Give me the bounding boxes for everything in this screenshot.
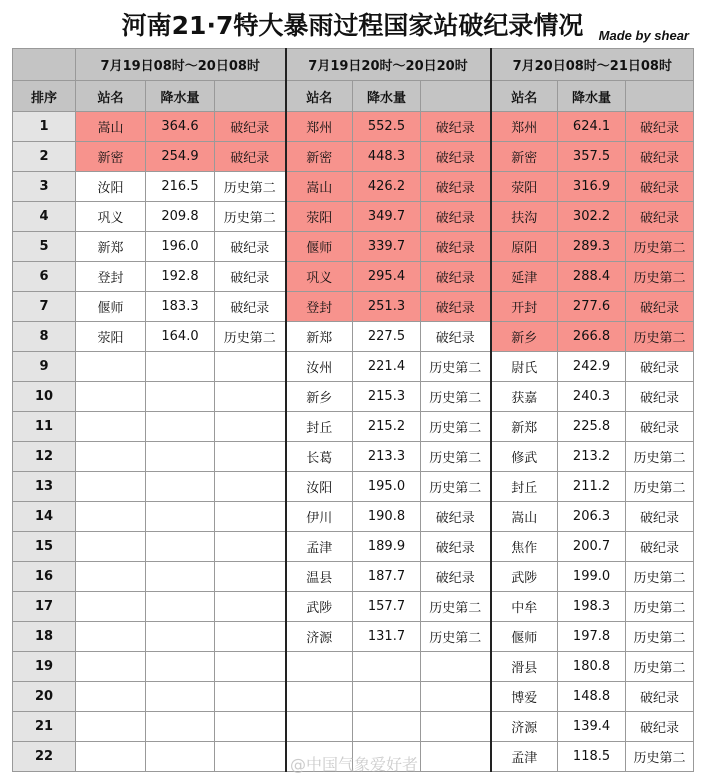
record-status-cell: 破纪录 xyxy=(626,112,694,142)
record-status-cell: 破纪录 xyxy=(215,262,286,292)
rank-cell: 2 xyxy=(13,142,76,172)
rainfall-cell: 157.7 xyxy=(353,592,421,622)
status-header xyxy=(626,81,694,112)
rainfall-cell xyxy=(353,712,421,742)
record-status-cell: 破纪录 xyxy=(421,202,491,232)
rainfall-cell xyxy=(146,682,215,712)
station-cell: 新郑 xyxy=(76,232,146,262)
table-row xyxy=(13,412,694,442)
rank-cell: 18 xyxy=(13,622,76,652)
rank-cell: 19 xyxy=(13,652,76,682)
rank-cell: 6 xyxy=(13,262,76,292)
rainfall-cell: 192.8 xyxy=(146,262,215,292)
rainfall-cell: 148.8 xyxy=(558,682,626,712)
rainfall-cell: 118.5 xyxy=(558,742,626,772)
rainfall-cell: 198.3 xyxy=(558,592,626,622)
table-row xyxy=(13,172,694,202)
record-status-cell: 破纪录 xyxy=(421,232,491,262)
rainfall-cell: 277.6 xyxy=(558,292,626,322)
record-status-cell xyxy=(215,472,286,502)
record-status-cell xyxy=(215,412,286,442)
station-cell xyxy=(76,412,146,442)
record-status-cell xyxy=(215,352,286,382)
rainfall-cell: 195.0 xyxy=(353,472,421,502)
watermark: @中国气象爱好者 xyxy=(290,755,419,774)
station-cell xyxy=(76,502,146,532)
record-status-cell: 破纪录 xyxy=(421,172,491,202)
rainfall-cell xyxy=(146,622,215,652)
station-cell xyxy=(76,682,146,712)
station-cell: 武陟 xyxy=(491,562,558,592)
rainfall-cell: 200.7 xyxy=(558,532,626,562)
station-cell xyxy=(76,592,146,622)
period-header-3: 7月20日08时～21日08时 xyxy=(491,49,694,81)
record-status-cell: 破纪录 xyxy=(421,502,491,532)
record-status-cell xyxy=(215,592,286,622)
station-cell: 汝州 xyxy=(286,352,353,382)
rank-cell: 10 xyxy=(13,382,76,412)
record-status-cell xyxy=(215,712,286,742)
table-row xyxy=(13,442,694,472)
record-status-cell: 破纪录 xyxy=(421,532,491,562)
rainfall-cell: 213.3 xyxy=(353,442,421,472)
station-cell: 巩义 xyxy=(76,202,146,232)
rainfall-cell: 139.4 xyxy=(558,712,626,742)
table-row xyxy=(13,322,694,352)
rainfall-cell xyxy=(146,742,215,772)
rank-cell: 11 xyxy=(13,412,76,442)
rainfall-record-table xyxy=(12,48,694,772)
table-row xyxy=(13,472,694,502)
record-status-cell xyxy=(215,382,286,412)
record-status-cell: 破纪录 xyxy=(421,112,491,142)
rainfall-cell: 206.3 xyxy=(558,502,626,532)
station-cell: 封丘 xyxy=(286,412,353,442)
station-cell: 新郑 xyxy=(491,412,558,442)
rainfall-cell: 209.8 xyxy=(146,202,215,232)
station-cell: 伊川 xyxy=(286,502,353,532)
record-status-cell: 历史第二 xyxy=(215,202,286,232)
record-status-cell: 破纪录 xyxy=(421,142,491,172)
station-cell xyxy=(76,532,146,562)
record-status-cell: 历史第二 xyxy=(421,592,491,622)
station-cell: 焦作 xyxy=(491,532,558,562)
rainfall-cell xyxy=(146,592,215,622)
rank-cell: 4 xyxy=(13,202,76,232)
rainfall-cell: 180.8 xyxy=(558,652,626,682)
station-cell: 汝阳 xyxy=(76,172,146,202)
station-cell xyxy=(76,382,146,412)
record-status-cell: 破纪录 xyxy=(626,142,694,172)
rank-cell: 7 xyxy=(13,292,76,322)
rainfall-cell: 131.7 xyxy=(353,622,421,652)
table-row xyxy=(13,142,694,172)
rainfall-cell: 190.8 xyxy=(353,502,421,532)
rainfall-cell: 240.3 xyxy=(558,382,626,412)
record-status-cell: 历史第二 xyxy=(215,322,286,352)
station-cell: 新密 xyxy=(286,142,353,172)
rank-cell: 22 xyxy=(13,742,76,772)
station-cell: 荥阳 xyxy=(286,202,353,232)
record-status-cell: 破纪录 xyxy=(626,502,694,532)
rainfall-cell: 339.7 xyxy=(353,232,421,262)
station-cell: 新乡 xyxy=(491,322,558,352)
rain-header: 降水量 xyxy=(353,81,421,112)
rainfall-cell: 295.4 xyxy=(353,262,421,292)
record-status-cell: 历史第二 xyxy=(626,592,694,622)
table-row xyxy=(13,712,694,742)
station-cell: 济源 xyxy=(491,712,558,742)
rainfall-cell: 215.3 xyxy=(353,382,421,412)
rainfall-cell xyxy=(146,652,215,682)
record-status-cell: 历史第二 xyxy=(421,352,491,382)
record-status-cell: 历史第二 xyxy=(421,382,491,412)
station-cell: 开封 xyxy=(491,292,558,322)
station-cell: 荥阳 xyxy=(76,322,146,352)
station-cell: 嵩山 xyxy=(286,172,353,202)
rainfall-cell: 254.9 xyxy=(146,142,215,172)
record-status-cell: 历史第二 xyxy=(626,322,694,352)
station-cell: 延津 xyxy=(491,262,558,292)
rainfall-cell: 288.4 xyxy=(558,262,626,292)
rank-cell: 21 xyxy=(13,712,76,742)
table-row xyxy=(13,232,694,262)
station-cell: 扶沟 xyxy=(491,202,558,232)
rainfall-cell: 196.0 xyxy=(146,232,215,262)
rank-header: 排序 xyxy=(13,81,76,112)
rainfall-cell: 552.5 xyxy=(353,112,421,142)
period-header-2: 7月19日20时～20日20时 xyxy=(286,49,491,81)
record-status-cell: 破纪录 xyxy=(626,172,694,202)
rank-cell: 9 xyxy=(13,352,76,382)
station-cell xyxy=(76,712,146,742)
station-cell xyxy=(76,622,146,652)
station-cell: 新密 xyxy=(491,142,558,172)
station-cell: 尉氏 xyxy=(491,352,558,382)
station-header: 站名 xyxy=(76,81,146,112)
rank-cell: 1 xyxy=(13,112,76,142)
record-status-cell xyxy=(215,652,286,682)
rainfall-cell: 215.2 xyxy=(353,412,421,442)
record-status-cell: 历史第二 xyxy=(421,442,491,472)
station-cell: 巩义 xyxy=(286,262,353,292)
table-row xyxy=(13,682,694,712)
record-status-cell: 历史第二 xyxy=(626,442,694,472)
rank-cell: 3 xyxy=(13,172,76,202)
record-status-cell xyxy=(215,682,286,712)
record-status-cell xyxy=(421,712,491,742)
rainfall-cell: 251.3 xyxy=(353,292,421,322)
station-cell: 博爱 xyxy=(491,682,558,712)
table-row xyxy=(13,652,694,682)
rainfall-cell: 216.5 xyxy=(146,172,215,202)
rainfall-cell: 225.8 xyxy=(558,412,626,442)
station-cell: 嵩山 xyxy=(491,502,558,532)
rainfall-cell: 227.5 xyxy=(353,322,421,352)
station-cell xyxy=(76,652,146,682)
station-cell: 中牟 xyxy=(491,592,558,622)
rainfall-cell: 266.8 xyxy=(558,322,626,352)
station-cell: 滑县 xyxy=(491,652,558,682)
record-status-cell: 历史第二 xyxy=(421,472,491,502)
table-row xyxy=(13,202,694,232)
station-cell: 荥阳 xyxy=(491,172,558,202)
record-status-cell xyxy=(215,562,286,592)
station-cell: 武陟 xyxy=(286,592,353,622)
rainfall-cell: 289.3 xyxy=(558,232,626,262)
station-cell: 郑州 xyxy=(491,112,558,142)
rainfall-cell xyxy=(146,532,215,562)
record-status-cell: 历史第二 xyxy=(626,232,694,262)
station-cell: 新乡 xyxy=(286,382,353,412)
rank-cell: 20 xyxy=(13,682,76,712)
period-header-1: 7月19日08时～20日08时 xyxy=(76,49,286,81)
record-status-cell xyxy=(421,652,491,682)
record-status-cell: 破纪录 xyxy=(215,112,286,142)
station-cell: 温县 xyxy=(286,562,353,592)
station-cell xyxy=(286,652,353,682)
rainfall-cell xyxy=(146,442,215,472)
rank-cell: 16 xyxy=(13,562,76,592)
rainfall-cell: 624.1 xyxy=(558,112,626,142)
rainfall-cell: 242.9 xyxy=(558,352,626,382)
record-status-cell: 破纪录 xyxy=(626,532,694,562)
station-cell: 封丘 xyxy=(491,472,558,502)
rank-cell: 5 xyxy=(13,232,76,262)
table-row xyxy=(13,112,694,142)
rainfall-cell xyxy=(146,382,215,412)
record-status-cell: 破纪录 xyxy=(215,292,286,322)
record-status-cell xyxy=(215,742,286,772)
table-row xyxy=(13,382,694,412)
rank-cell: 13 xyxy=(13,472,76,502)
record-status-cell: 破纪录 xyxy=(215,142,286,172)
record-status-cell: 历史第二 xyxy=(421,412,491,442)
rainfall-cell: 221.4 xyxy=(353,352,421,382)
record-status-cell: 破纪录 xyxy=(626,712,694,742)
record-status-cell: 破纪录 xyxy=(626,382,694,412)
station-cell: 偃师 xyxy=(76,292,146,322)
rainfall-cell: 364.6 xyxy=(146,112,215,142)
rainfall-cell: 187.7 xyxy=(353,562,421,592)
station-cell xyxy=(76,442,146,472)
station-cell: 济源 xyxy=(286,622,353,652)
rain-header: 降水量 xyxy=(146,81,215,112)
station-cell: 长葛 xyxy=(286,442,353,472)
station-cell: 孟津 xyxy=(286,532,353,562)
record-status-cell: 破纪录 xyxy=(626,292,694,322)
record-status-cell: 破纪录 xyxy=(421,292,491,322)
record-status-cell: 破纪录 xyxy=(421,322,491,352)
corner-cell xyxy=(13,49,76,81)
rainfall-cell: 199.0 xyxy=(558,562,626,592)
record-status-cell: 历史第二 xyxy=(626,652,694,682)
status-header xyxy=(421,81,491,112)
station-cell xyxy=(76,472,146,502)
rainfall-cell xyxy=(146,472,215,502)
record-status-cell: 历史第二 xyxy=(626,472,694,502)
rainfall-cell: 211.2 xyxy=(558,472,626,502)
rainfall-cell: 213.2 xyxy=(558,442,626,472)
station-cell xyxy=(286,712,353,742)
rainfall-cell: 197.8 xyxy=(558,622,626,652)
station-header: 站名 xyxy=(491,81,558,112)
rainfall-cell: 302.2 xyxy=(558,202,626,232)
station-cell: 新郑 xyxy=(286,322,353,352)
record-status-cell: 破纪录 xyxy=(626,352,694,382)
rainfall-cell: 349.7 xyxy=(353,202,421,232)
record-status-cell: 历史第二 xyxy=(421,622,491,652)
record-status-cell: 历史第二 xyxy=(626,262,694,292)
rainfall-cell: 357.5 xyxy=(558,142,626,172)
station-cell: 偃师 xyxy=(491,622,558,652)
record-status-cell: 破纪录 xyxy=(626,202,694,232)
station-cell: 修武 xyxy=(491,442,558,472)
rank-cell: 12 xyxy=(13,442,76,472)
table-row xyxy=(13,502,694,532)
rainfall-cell xyxy=(353,682,421,712)
rainfall-cell xyxy=(146,562,215,592)
table-row xyxy=(13,592,694,622)
rank-cell: 8 xyxy=(13,322,76,352)
rainfall-cell: 448.3 xyxy=(353,142,421,172)
record-status-cell: 破纪录 xyxy=(626,412,694,442)
rank-cell: 14 xyxy=(13,502,76,532)
record-status-cell xyxy=(215,532,286,562)
station-cell xyxy=(286,682,353,712)
rainfall-cell xyxy=(146,352,215,382)
rank-cell: 15 xyxy=(13,532,76,562)
record-status-cell: 历史第二 xyxy=(626,742,694,772)
record-status-cell: 破纪录 xyxy=(421,262,491,292)
table-row xyxy=(13,352,694,382)
station-cell: 孟津 xyxy=(491,742,558,772)
table-row xyxy=(13,622,694,652)
table-row xyxy=(13,562,694,592)
station-cell: 偃师 xyxy=(286,232,353,262)
rainfall-cell: 426.2 xyxy=(353,172,421,202)
station-cell: 新密 xyxy=(76,142,146,172)
record-status-cell xyxy=(215,442,286,472)
record-status-cell: 历史第二 xyxy=(626,562,694,592)
station-cell: 嵩山 xyxy=(76,112,146,142)
rainfall-cell xyxy=(146,712,215,742)
record-status-cell: 破纪录 xyxy=(626,682,694,712)
rainfall-cell: 183.3 xyxy=(146,292,215,322)
record-status-cell xyxy=(421,682,491,712)
rainfall-cell xyxy=(353,652,421,682)
table-row xyxy=(13,532,694,562)
rainfall-cell: 316.9 xyxy=(558,172,626,202)
station-cell: 郑州 xyxy=(286,112,353,142)
page-title: 河南21·7特大暴雨过程国家站破纪录情况 xyxy=(121,11,584,40)
record-status-cell xyxy=(215,622,286,652)
station-cell: 原阳 xyxy=(491,232,558,262)
author-credit: Made by shear xyxy=(598,28,689,43)
record-status-cell xyxy=(421,742,491,772)
rainfall-cell: 164.0 xyxy=(146,322,215,352)
rain-header: 降水量 xyxy=(558,81,626,112)
station-cell: 登封 xyxy=(76,262,146,292)
table-row xyxy=(13,262,694,292)
station-cell: 登封 xyxy=(286,292,353,322)
station-cell: 汝阳 xyxy=(286,472,353,502)
record-status-cell: 破纪录 xyxy=(421,562,491,592)
rainfall-cell: 189.9 xyxy=(353,532,421,562)
station-cell xyxy=(76,352,146,382)
status-header xyxy=(215,81,286,112)
station-cell xyxy=(76,742,146,772)
record-status-cell xyxy=(215,502,286,532)
station-header: 站名 xyxy=(286,81,353,112)
station-cell xyxy=(76,562,146,592)
station-cell: 获嘉 xyxy=(491,382,558,412)
table-row xyxy=(13,292,694,322)
record-status-cell: 历史第二 xyxy=(215,172,286,202)
rainfall-cell xyxy=(146,502,215,532)
record-status-cell: 历史第二 xyxy=(626,622,694,652)
record-status-cell: 破纪录 xyxy=(215,232,286,262)
rainfall-cell xyxy=(146,412,215,442)
rank-cell: 17 xyxy=(13,592,76,622)
